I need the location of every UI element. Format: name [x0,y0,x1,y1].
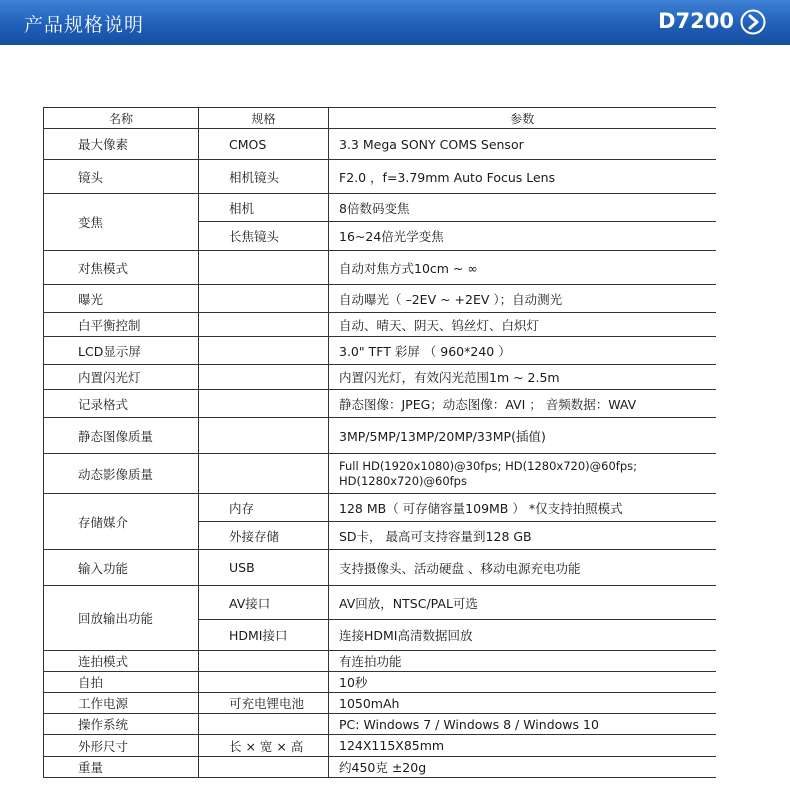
row-name: 对焦模式 [44,251,199,285]
row-spec: 外接存储 [199,522,329,550]
table-row [44,337,716,365]
column-header: 规格 [199,108,329,129]
row-value: F2.0 ，f=3.79mm Auto Focus Lens [329,160,716,194]
row-name: 回放输出功能 [44,586,199,651]
row-value: AV回放，NTSC/PAL可选 [329,586,716,620]
row-value: 自动对焦方式10cm ~ ∞ [329,251,716,285]
row-spec: 长 × 宽 × 高 [199,735,329,757]
row-value: 自动、晴天、阴天、钨丝灯、白炽灯 [329,313,716,337]
page-title: 产品规格说明 [24,14,145,36]
table-row [44,313,716,337]
row-name: 最大像素 [44,129,199,160]
row-name: 存储媒介 [44,494,199,550]
row-spec [199,651,329,672]
row-spec: 可充电锂电池 [199,693,329,714]
row-spec [199,454,329,494]
row-spec [199,313,329,337]
row-name: 重量 [44,757,199,778]
row-spec [199,365,329,390]
row-spec: 相机 [199,194,329,222]
row-spec [199,390,329,418]
row-spec [199,672,329,693]
row-value: 3MP/5MP/13MP/20MP/33MP(插值) [329,418,716,454]
row-name: 外形尺寸 [44,735,199,757]
row-spec: CMOS [199,129,329,160]
row-name: 白平衡控制 [44,313,199,337]
row-value: 约450克 ±20g [329,757,716,778]
row-spec [199,285,329,313]
table-row [44,454,716,494]
row-name: 操作系统 [44,714,199,735]
row-name: 动态影像质量 [44,454,199,494]
table-row [44,735,716,757]
row-spec [199,418,329,454]
row-spec: USB [199,550,329,586]
row-value: 10秒 [329,672,716,693]
table-row [44,365,716,390]
row-name: 内置闪光灯 [44,365,199,390]
row-value: 内置闪光灯，有效闪光范围1m ~ 2.5m [329,365,716,390]
table-row [44,494,716,522]
row-name: 静态图像质量 [44,418,199,454]
row-value: 3.0" TFT 彩屏 （ 960*240 ） [329,337,716,365]
row-value: 16~24倍光学变焦 [329,222,716,251]
model-name: D7200 [658,9,734,33]
table-row [44,418,716,454]
row-spec: 内存 [199,494,329,522]
row-name: LCD显示屏 [44,337,199,365]
row-name: 变焦 [44,194,199,251]
column-header: 名称 [44,108,199,129]
row-name: 连拍模式 [44,651,199,672]
arrow-right-circle-icon[interactable] [740,9,766,35]
table-row [44,672,716,693]
table-row [44,693,716,714]
row-value: 连接HDMI高清数据回放 [329,620,716,651]
row-value: 支持摄像头、活动硬盘 、移动电源充电功能 [329,550,716,586]
table-row [44,194,716,222]
column-header: 参数 [329,108,716,129]
row-value: 3.3 Mega SONY COMS Sensor [329,129,716,160]
row-spec: HDMI接口 [199,620,329,651]
row-value: 自动曝光（ –2EV ~ +2EV ）；自动测光 [329,285,716,313]
row-spec: 长焦镜头 [199,222,329,251]
table-row [44,714,716,735]
table-row [44,129,716,160]
row-name: 曝光 [44,285,199,313]
table-row [44,550,716,586]
row-spec: AV接口 [199,586,329,620]
row-value: 有连拍功能 [329,651,716,672]
spec-table [43,107,716,778]
row-value: 128 MB（ 可存储容量109MB ） *仅支持拍照模式 [329,494,716,522]
table-row [44,160,716,194]
row-name: 工作电源 [44,693,199,714]
table-header-row [44,108,716,129]
row-spec [199,251,329,285]
row-name: 镜头 [44,160,199,194]
table-row [44,251,716,285]
row-spec: 相机镜头 [199,160,329,194]
row-value: 124X115X85mm [329,735,716,757]
row-value: 静态图像：JPEG；动态图像：AVI ； 音频数据：WAV [329,390,716,418]
header-bar [0,0,790,45]
row-value: PC: Windows 7 / Windows 8 / Windows 10 [329,714,716,735]
row-spec [199,337,329,365]
table-row [44,586,716,620]
table-row [44,390,716,418]
table-row [44,651,716,672]
row-spec [199,757,329,778]
row-spec [199,714,329,735]
table-row [44,285,716,313]
row-name: 输入功能 [44,550,199,586]
row-value: SD卡， 最高可支持容量到128 GB [329,522,716,550]
row-value: 1050mAh [329,693,716,714]
table-row [44,757,716,778]
row-name: 自拍 [44,672,199,693]
row-value: 8倍数码变焦 [329,194,716,222]
row-name: 记录格式 [44,390,199,418]
row-value: Full HD(1920x1080)@30fps; HD(1280x720)@60fps; HD(1280x720)@60fps [329,454,716,494]
